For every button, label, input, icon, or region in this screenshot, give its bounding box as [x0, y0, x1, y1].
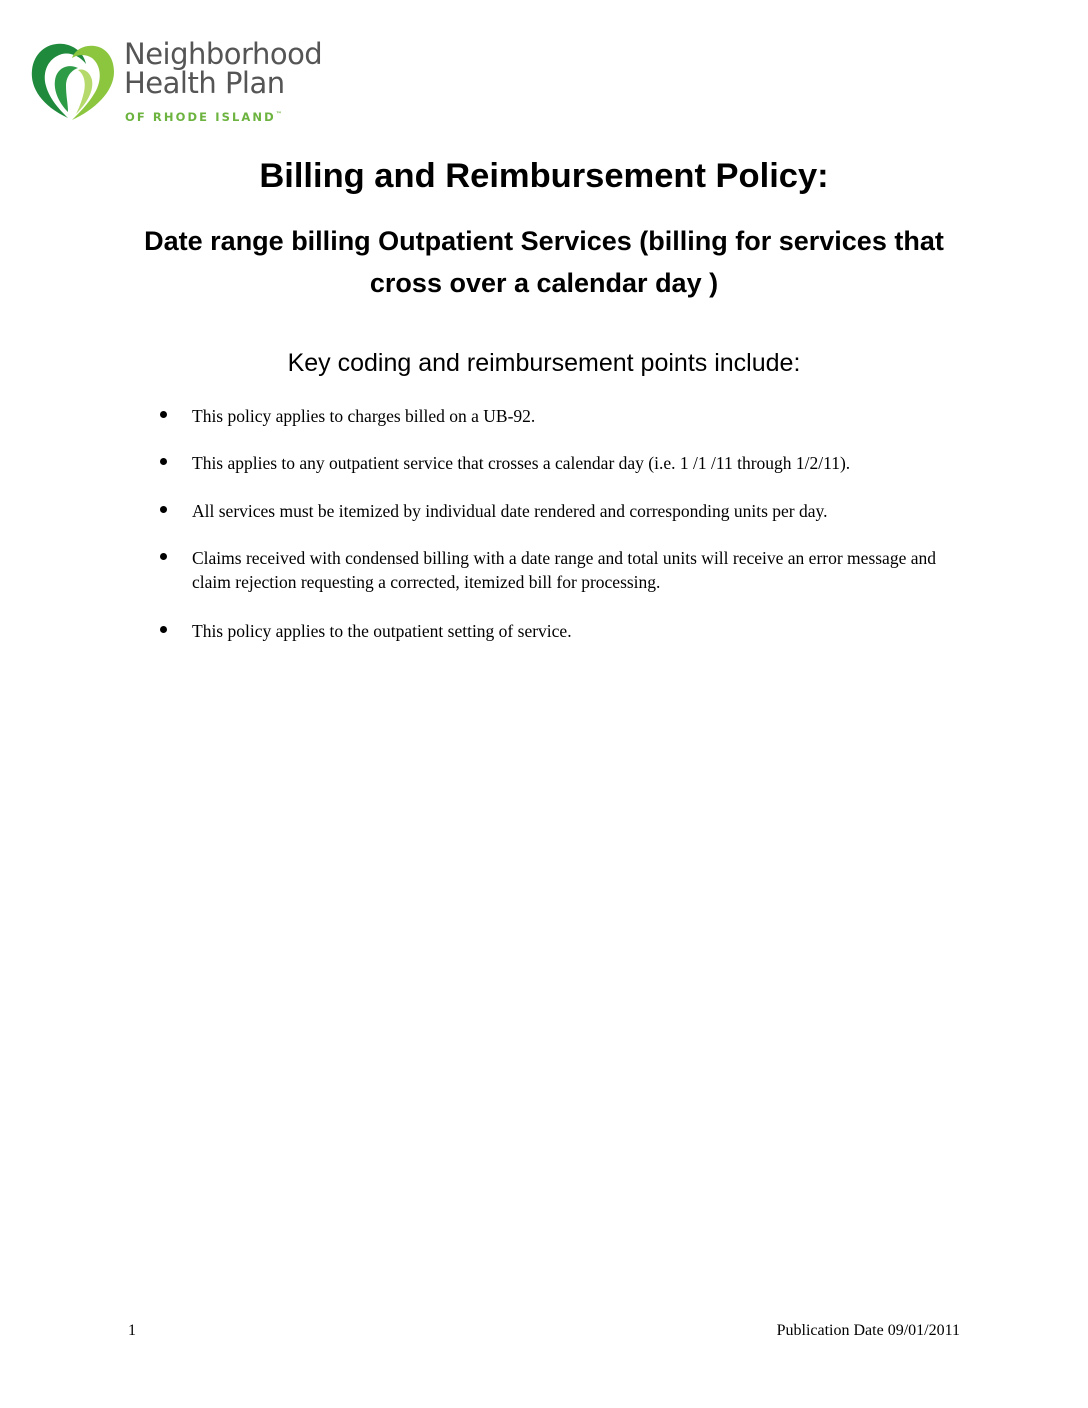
list-item-text: This policy applies to the outpatient setting of service. [192, 621, 572, 641]
bullet-icon [160, 458, 167, 465]
bullet-icon [160, 626, 167, 633]
bullet-icon [160, 506, 167, 513]
bullet-icon [160, 553, 167, 560]
trademark-symbol: ™ [275, 111, 282, 118]
page-number: 1 [128, 1322, 136, 1339]
logo-name-line2: Health Plan [124, 66, 285, 100]
points-heading: Key coding and reimbursement points include: [287, 349, 801, 377]
logo-name-line1: Neighborhood [124, 37, 323, 71]
page-subtitle: Date range billing Outpatient Services (billing for services that cross over a calendar day ) [144, 226, 944, 298]
list-item-text: This applies to any outpatient service that crosses a calendar day (i.e. 1 /1 /11 through 1/2/11). [192, 453, 851, 473]
list-item-text: All services must be itemized by individual date rendered and corresponding units per day. [192, 501, 828, 521]
logo-subtitle [125, 110, 282, 124]
logo-subtitle-text: OF RHODE ISLAND [125, 110, 276, 124]
company-logo [28, 36, 338, 126]
page-title: Billing and Reimbursement Policy: [259, 157, 829, 195]
logo-heart-icon [28, 36, 120, 124]
list-item-text: Claims received with condensed billing with a date range and total units will receive an error message and claim rejection requesting a corrected, itemized bill for processing. [192, 548, 936, 592]
logo-name [124, 37, 323, 100]
list-item-text: This policy applies to charges billed on a UB-92. [192, 406, 536, 426]
bullet-icon [160, 411, 167, 418]
publication-date: Publication Date 09/01/2011 [776, 1322, 960, 1339]
